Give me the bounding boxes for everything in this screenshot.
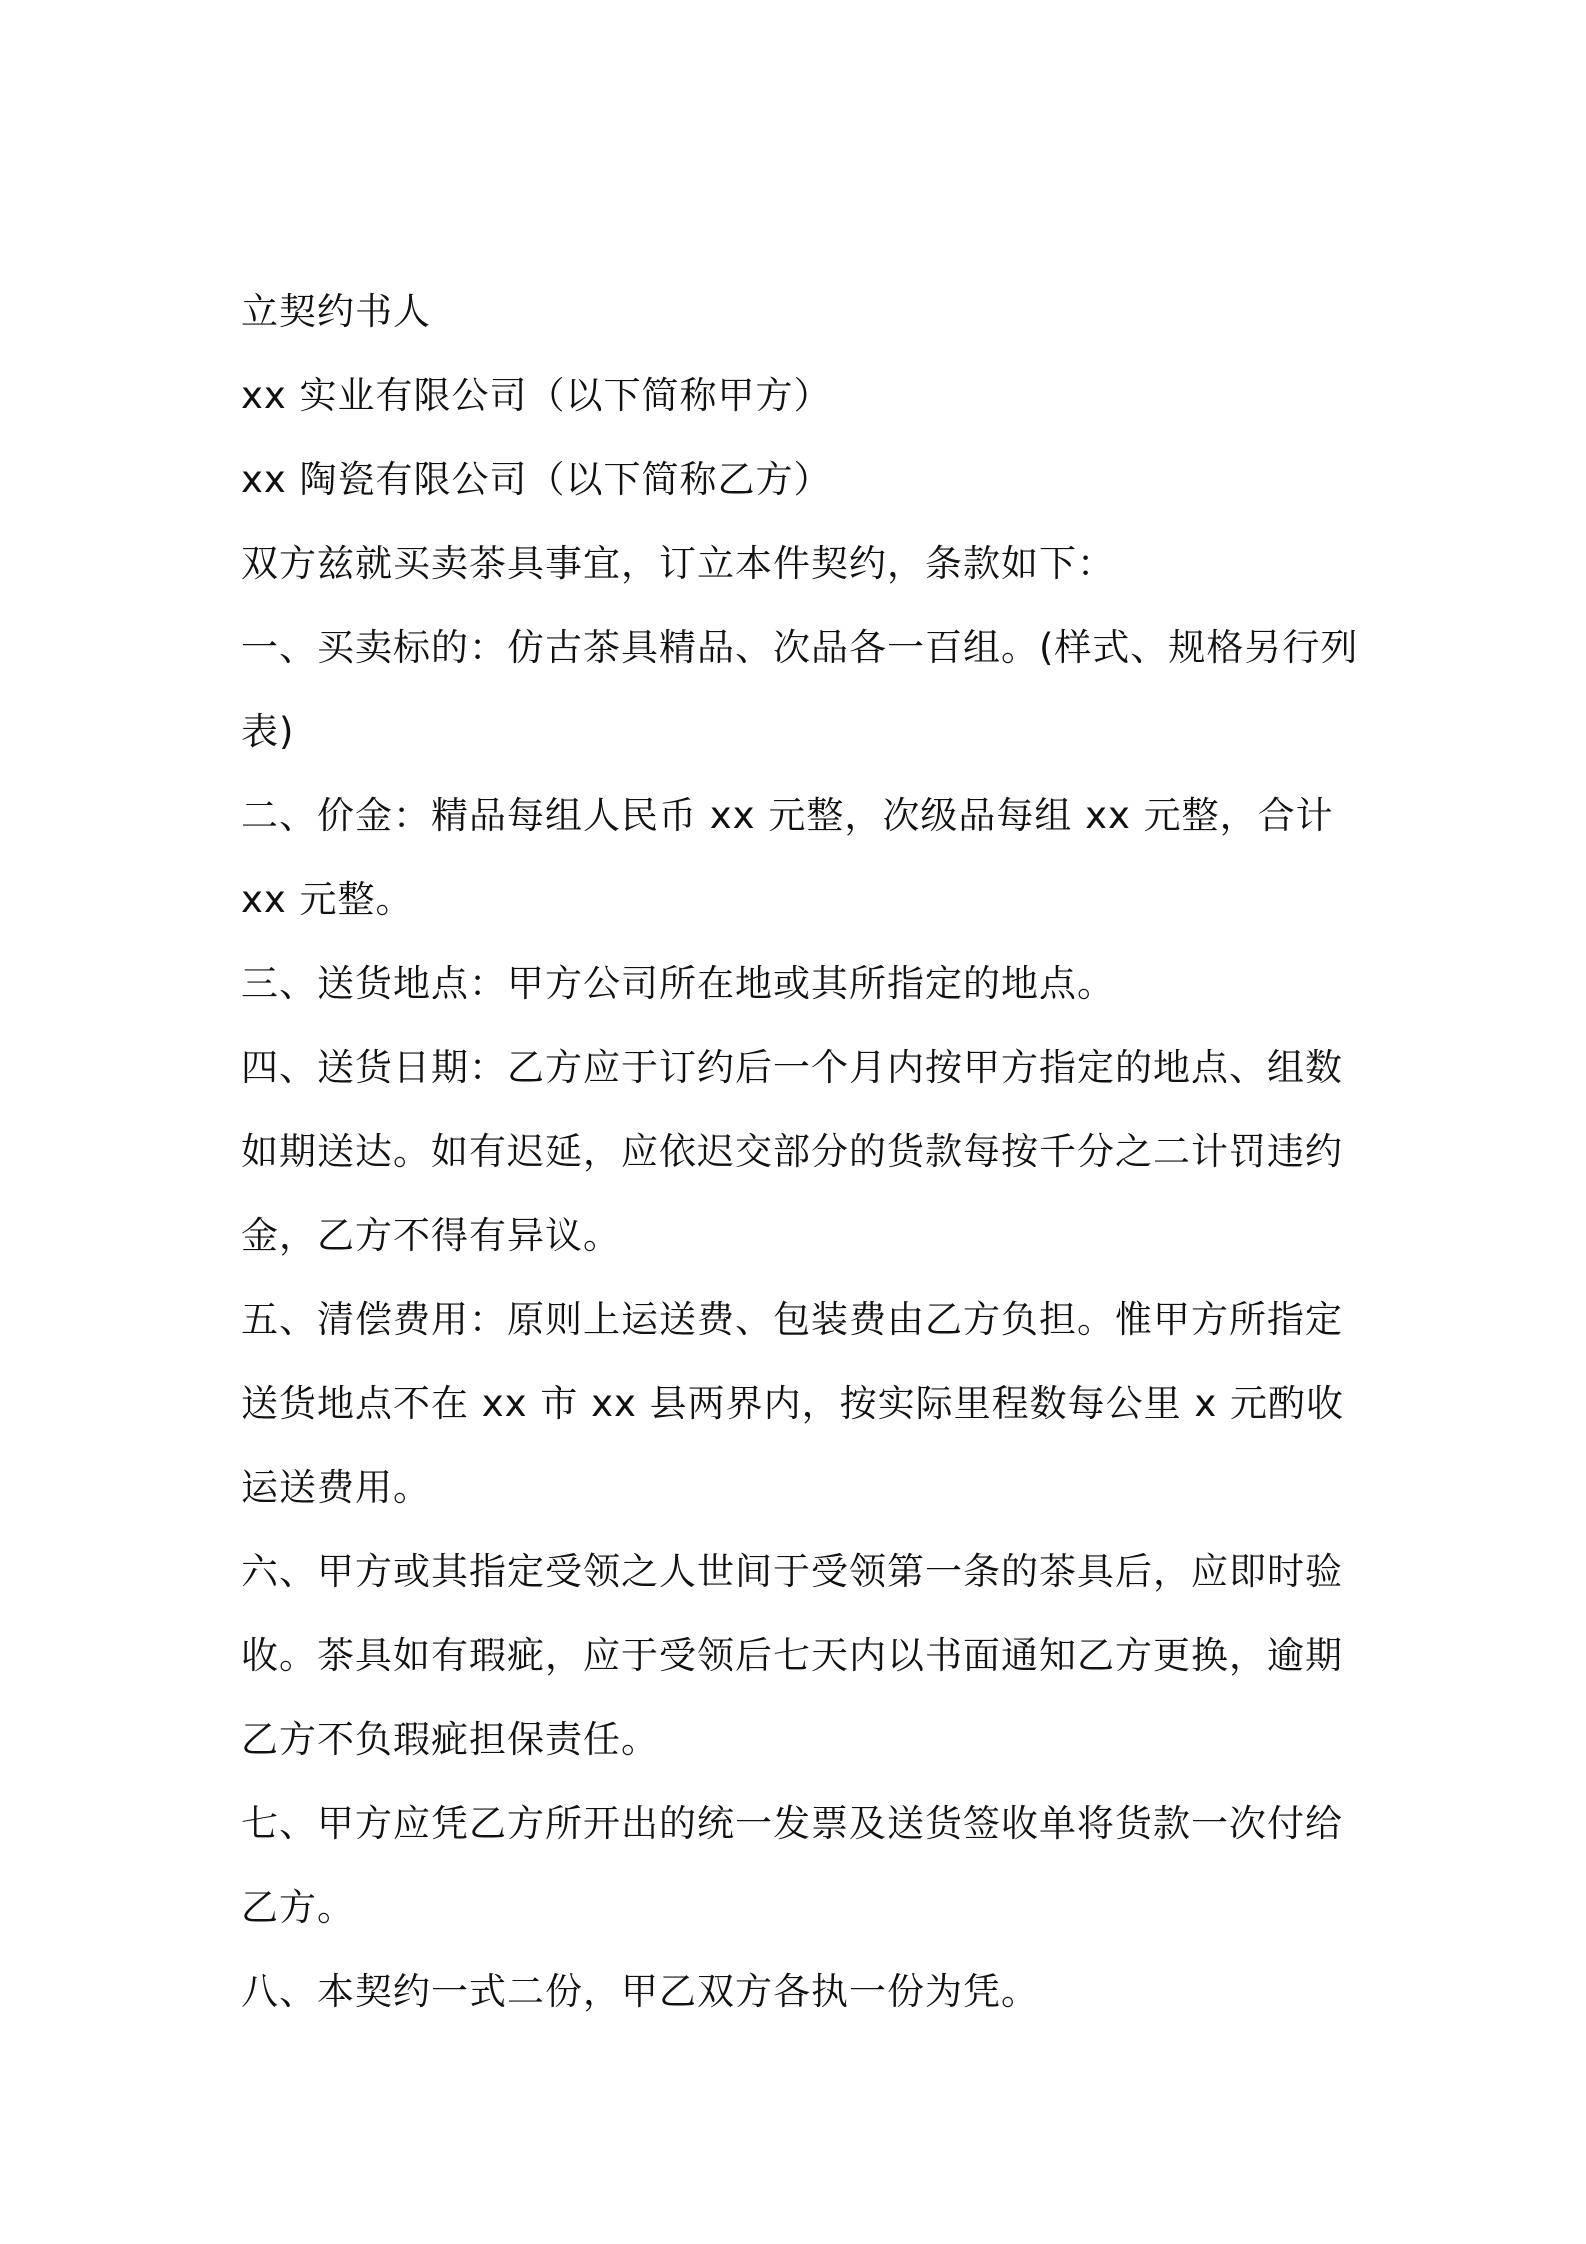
clause-2: 二、价金：精品每组人民币 xx 元整，次级品每组 xx 元整，合计 xx 元整。 — [241, 794, 1334, 921]
clause-4: 四、送货日期：乙方应于订约后一个月内按甲方指定的地点、组数如期送达。如有迟延，应依迟交部分的货款每按千分之二计罚违约金，乙方不得有异议。 — [241, 1046, 1343, 1257]
party-a: xx 实业有限公司（以下简称甲方） — [241, 374, 832, 417]
clause-7: 七、甲方应凭乙方所开出的统一发票及送货签收单将货款一次付给乙方。 — [241, 1802, 1343, 1929]
party-b: xx 陶瓷有限公司（以下简称乙方） — [241, 458, 832, 501]
clause-5: 五、清偿费用：原则上运送费、包装费由乙方负担。惟甲方所指定送货地点不在 xx 市 xx 县两界内，按实际里程数每公里 x 元酌收运送费用。 — [241, 1298, 1345, 1509]
contract-intro: 双方兹就买卖茶具事宜，订立本件契约，条款如下： — [241, 542, 1115, 585]
contract-heading: 立契约书人 — [241, 290, 431, 333]
clause-6: 六、甲方或其指定受领之人世间于受领第一条的茶具后，应即时验收。茶具如有瑕疵，应于受领后七天内以书面通知乙方更换，逾期乙方不负瑕疵担保责任。 — [241, 1550, 1343, 1761]
clause-8: 八、本契约一式二份，甲乙双方各执一份为凭。 — [241, 1970, 1039, 2013]
clause-3: 三、送货地点：甲方公司所在地或其所指定的地点。 — [241, 962, 1115, 1005]
contract-body — [241, 270, 1361, 2034]
clause-1: 一、买卖标的：仿古茶具精品、次品各一百组。(样式、规格另行列表) — [241, 626, 1359, 753]
